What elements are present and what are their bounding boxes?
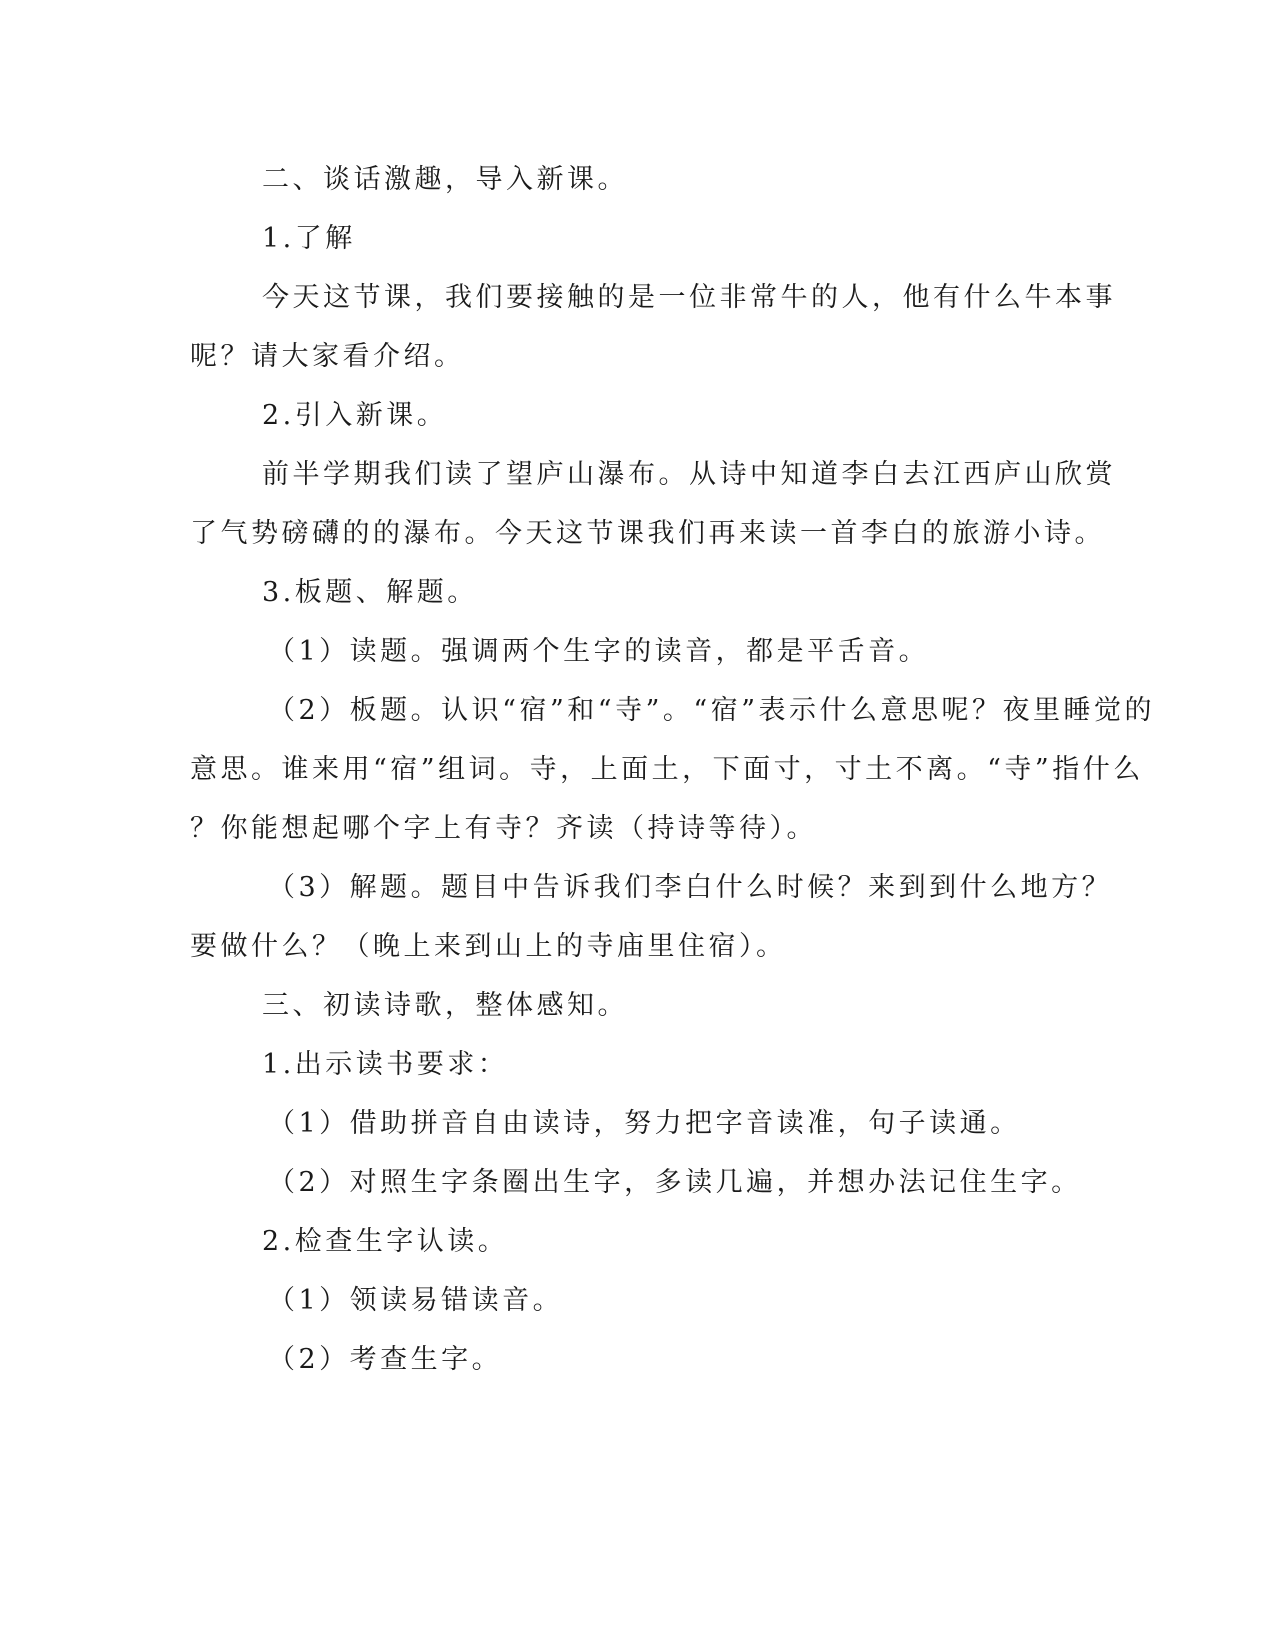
step-heading: 1.了解: [262, 223, 356, 254]
sub-item: （2）对照生字条圈出生字，多读几遍，并想办法记住生字。: [268, 1167, 1082, 1198]
step-heading: 2.引入新课。: [262, 400, 448, 431]
sub-item: （2）板题。认识“宿”和“寺”。“宿”表示什么意思呢？夜里睡觉的: [268, 695, 1155, 726]
paragraph-line: 了气势磅礴的的瀑布。今天这节课我们再来读一首李白的旅游小诗。: [190, 518, 1105, 549]
step-heading: 2.检查生字认读。: [262, 1226, 509, 1257]
sub-item: （2）考查生字。: [268, 1344, 503, 1375]
paragraph-line: 前半学期我们读了望庐山瀑布。从诗中知道李白去江西庐山欣赏: [262, 459, 1116, 490]
section-heading-2: 二、谈话激趣，导入新课。: [262, 164, 628, 195]
step-heading: 1.出示读书要求：: [262, 1049, 509, 1080]
paragraph-line: 意思。谁来用“宿”组词。寺，上面土，下面寸，寸土不离。“寺”指什么: [190, 754, 1144, 785]
step-heading: 3.板题、解题。: [262, 577, 478, 608]
sub-item: （3）解题。题目中告诉我们李白什么时候？来到到什么地方？: [268, 872, 1113, 903]
paragraph-line: 呢？请大家看介绍。: [190, 341, 465, 372]
sub-item: （1）领读易错读音。: [268, 1285, 564, 1316]
paragraph-line: 今天这节课，我们要接触的是一位非常牛的人，他有什么牛本事: [262, 282, 1116, 313]
section-heading-3: 三、初读诗歌，整体感知。: [262, 990, 628, 1021]
sub-item: （1）读题。强调两个生字的读音，都是平舌音。: [268, 636, 930, 667]
sub-item: （1）借助拼音自由读诗，努力把字音读准，句子读通。: [268, 1108, 1021, 1139]
paragraph-line: 要做什么？（晚上来到山上的寺庙里住宿）。: [190, 931, 787, 962]
paragraph-line: ？你能想起哪个字上有寺？齐读（持诗等待）。: [190, 813, 817, 844]
